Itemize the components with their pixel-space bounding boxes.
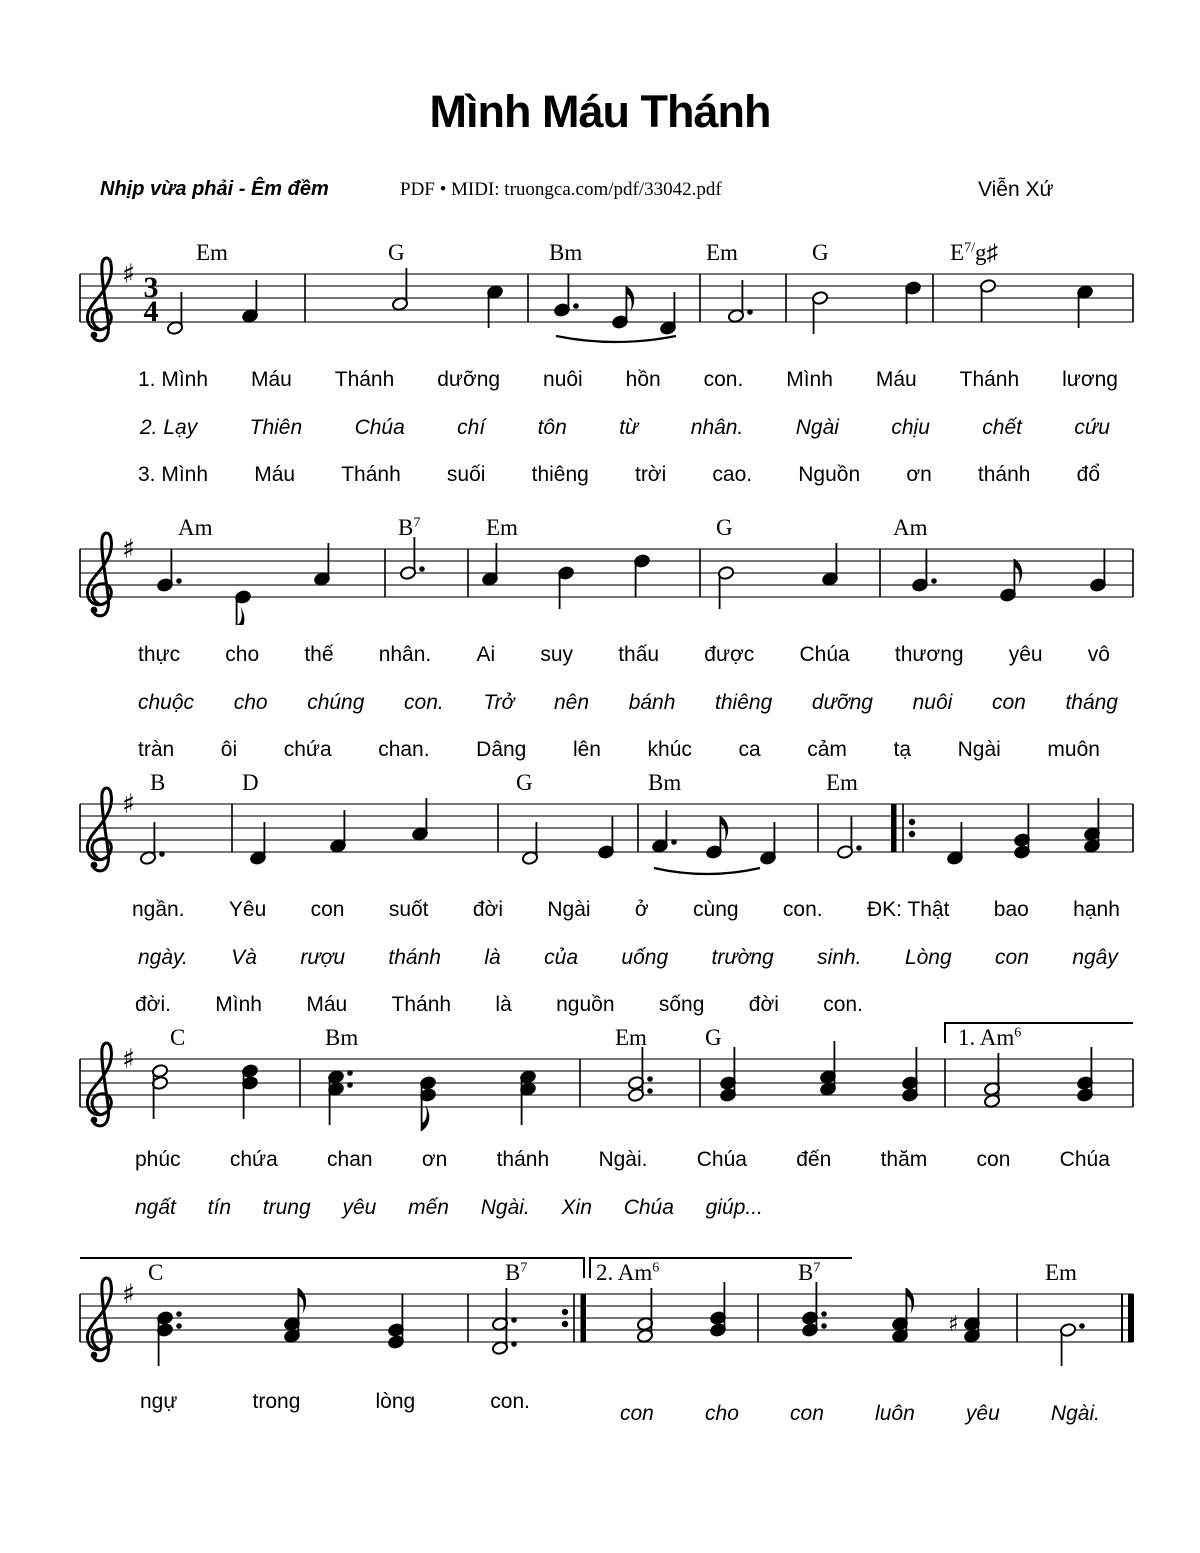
chord-label: $B^7$ bbox=[798, 1260, 821, 1285]
lyric-word: Và bbox=[231, 946, 257, 969]
lyric-word: nuôi bbox=[543, 368, 583, 391]
lyric-word: Máu bbox=[250, 368, 292, 391]
lyric-word: con bbox=[976, 1148, 1011, 1171]
lyric-word: 2. Lạy bbox=[140, 416, 198, 439]
lyric-word: thăm bbox=[880, 1148, 928, 1171]
lyric-word: ơn bbox=[906, 463, 932, 486]
chord-label: $E^{7/}g♯$ bbox=[950, 240, 998, 265]
lyric-word: ngất bbox=[135, 1196, 176, 1219]
lyric-word: là bbox=[495, 993, 512, 1016]
lyric-word: Máu bbox=[875, 368, 917, 391]
lyric-word: Mình bbox=[786, 368, 833, 391]
lyric-word: khúc bbox=[647, 738, 692, 761]
lyric-word: tạ bbox=[893, 738, 912, 761]
lyric-word: Nguồn bbox=[798, 463, 861, 486]
lyric-word: Ngài bbox=[957, 738, 1001, 761]
chord-label: 1. Am$^6$ bbox=[958, 1025, 1022, 1050]
lyric-word: ngần. bbox=[132, 898, 185, 921]
lyric-word: cho bbox=[705, 1402, 739, 1425]
lyric-word: con bbox=[991, 691, 1026, 714]
lyric-word: phúc bbox=[135, 1148, 181, 1171]
lyric-word: thấu bbox=[618, 643, 660, 666]
lyric-line-2-3 bbox=[138, 738, 1100, 762]
lyric-word: cho bbox=[233, 691, 268, 714]
lyric-word: Chúa bbox=[623, 1196, 674, 1219]
lyric-word: đời bbox=[472, 898, 503, 921]
chord-label: Bm bbox=[648, 770, 682, 795]
lyric-word: nuôi bbox=[912, 691, 953, 714]
lyric-word: suốt bbox=[388, 898, 429, 921]
treble-clef-icon bbox=[87, 788, 111, 871]
lyric-line-3-3 bbox=[135, 993, 863, 1017]
lyric-word: chịu bbox=[891, 416, 930, 439]
lyric-word: tín bbox=[207, 1196, 232, 1219]
lyric-word: chuộc bbox=[138, 691, 195, 714]
chord-label: Em bbox=[196, 240, 228, 265]
lyric-word: Ai bbox=[476, 643, 496, 666]
lyric-word: cứu bbox=[1074, 416, 1110, 439]
lyric-word: Lòng bbox=[904, 946, 952, 969]
lyric-line-3-2 bbox=[138, 946, 1118, 970]
lyric-word: thiêng bbox=[531, 463, 589, 486]
chord-label: Em bbox=[706, 240, 738, 265]
staff-svg bbox=[0, 760, 1200, 880]
lyric-word: ôi bbox=[220, 738, 238, 761]
lyric-line-1-3 bbox=[138, 463, 1100, 487]
lyric-word: cảm bbox=[807, 738, 847, 761]
lyric-word: ngày. bbox=[138, 946, 188, 969]
lyric-word: lương bbox=[1062, 368, 1118, 391]
tempo-marking: Nhịp vừa phải - Êm đềm bbox=[100, 178, 329, 200]
lyric-word: Thánh bbox=[334, 368, 395, 391]
lyric-word: Ngài bbox=[795, 416, 839, 439]
lyric-word: tràn bbox=[138, 738, 175, 761]
lyric-line-1-2 bbox=[140, 416, 1110, 440]
lyric-word: Xin bbox=[561, 1196, 592, 1219]
lyric-line-4-2 bbox=[135, 1196, 763, 1220]
lyric-word: thiêng bbox=[715, 691, 773, 714]
lyric-word: lên bbox=[572, 738, 601, 761]
lyric-word: chúng bbox=[307, 691, 365, 714]
music-system-1 bbox=[0, 230, 1200, 530]
chord-label: G bbox=[388, 240, 405, 265]
chord-label: $B^7$ bbox=[505, 1260, 528, 1285]
chord-label: G bbox=[516, 770, 533, 795]
lyric-word: cùng bbox=[693, 898, 739, 921]
chord-label: Em bbox=[486, 515, 518, 540]
lyric-line-3-1 bbox=[132, 898, 1120, 922]
lyric-word: suy bbox=[540, 643, 574, 666]
lyric-line-2-2 bbox=[138, 691, 1118, 715]
lyric-word: tháng bbox=[1065, 691, 1118, 714]
lyric-word: ơn bbox=[421, 1148, 448, 1171]
chord-label: Em bbox=[615, 1025, 647, 1050]
lyric-word: con bbox=[790, 1402, 824, 1425]
lyric-word: được bbox=[704, 643, 755, 666]
lyric-word: chết bbox=[982, 416, 1022, 439]
lyric-word: Thánh bbox=[959, 368, 1020, 391]
lyric-word: ĐK: Thật bbox=[866, 898, 950, 921]
lyric-word: nhân. bbox=[690, 416, 744, 439]
music-system-5 bbox=[0, 1250, 1200, 1550]
song-title: Mình Máu Thánh bbox=[429, 86, 771, 137]
lyric-word: thánh bbox=[388, 946, 441, 969]
lyric-word: dưỡng bbox=[437, 368, 501, 391]
lyric-word: Ngài. bbox=[598, 1148, 648, 1171]
lyric-word: nguồn bbox=[556, 993, 615, 1016]
lyric-word: con. bbox=[490, 1390, 530, 1413]
lyric-word: chan bbox=[327, 1148, 373, 1171]
time-signature-numerator: 3 bbox=[143, 271, 159, 304]
lyric-word: nên bbox=[554, 691, 590, 714]
chord-label: B bbox=[150, 770, 166, 795]
lyric-word: sinh. bbox=[817, 946, 862, 969]
lyric-word: yêu bbox=[1008, 643, 1043, 666]
lyric-word: Chúa bbox=[1059, 1148, 1110, 1171]
chord-label: Bm bbox=[549, 240, 583, 265]
lyric-word: vô bbox=[1087, 643, 1110, 666]
lyric-line-1-1 bbox=[138, 368, 1118, 392]
lyric-word: con bbox=[995, 946, 1029, 969]
lyric-word: đời. bbox=[135, 993, 171, 1016]
lyric-word: chứa bbox=[283, 738, 332, 761]
lyric-word: 1. Mình bbox=[138, 368, 209, 391]
lyric-word: luôn bbox=[875, 1402, 915, 1425]
lyric-word: đến bbox=[796, 1148, 832, 1171]
lyric-word: Mình bbox=[215, 993, 262, 1016]
lyric-word: đổ bbox=[1076, 463, 1100, 486]
lyric-word: cao. bbox=[712, 463, 753, 486]
slur bbox=[556, 336, 676, 342]
lyric-word: ngây bbox=[1072, 946, 1118, 969]
lyric-word: Chúa bbox=[696, 1148, 747, 1171]
chord-label: 2. Am$^6$ bbox=[596, 1260, 660, 1285]
pdf-midi-link[interactable]: PDF • MIDI: truongca.com/pdf/33042.pdf bbox=[400, 179, 722, 200]
lyric-word: bánh bbox=[628, 691, 676, 714]
treble-clef-icon bbox=[87, 258, 111, 341]
lyric-word: dưỡng bbox=[811, 691, 873, 714]
lyric-word: thế bbox=[304, 643, 334, 666]
lyric-word: trường bbox=[711, 946, 774, 969]
lyric-word: là bbox=[484, 946, 501, 969]
lyric-word: chan. bbox=[378, 738, 430, 761]
treble-clef-icon bbox=[87, 1043, 111, 1126]
lyric-word: từ bbox=[619, 416, 639, 439]
lyric-word: giúp... bbox=[705, 1196, 763, 1219]
key-signature-sharp: ♯ bbox=[122, 259, 136, 290]
chord-label: C bbox=[170, 1025, 186, 1050]
chord-label: Em bbox=[826, 770, 858, 795]
lyric-word: con bbox=[620, 1402, 654, 1425]
lyric-word: chí bbox=[457, 416, 486, 439]
key-signature-sharp: ♯ bbox=[122, 1279, 136, 1310]
time-signature-denominator: 4 bbox=[143, 295, 159, 328]
lyric-line-4-1 bbox=[135, 1148, 1110, 1172]
lyric-word: trung bbox=[262, 1196, 311, 1219]
lyric-word: trong bbox=[252, 1390, 301, 1413]
slur bbox=[654, 868, 760, 874]
lyric-word: muôn bbox=[1047, 738, 1100, 761]
chord-label: Am bbox=[893, 515, 928, 540]
lyric-word: mến bbox=[408, 1196, 449, 1219]
key-signature-sharp: ♯ bbox=[122, 789, 136, 820]
lyric-word: suối bbox=[446, 463, 486, 486]
lyric-word: Thiên bbox=[249, 416, 303, 439]
chord-label: G bbox=[812, 240, 829, 265]
lyric-word: Dâng bbox=[476, 738, 527, 761]
lyric-word: Thánh bbox=[391, 993, 452, 1016]
svg-text:♯: ♯ bbox=[948, 1312, 959, 1337]
lyric-word: Máu bbox=[254, 463, 296, 486]
lyric-word: yêu bbox=[965, 1402, 1000, 1425]
lyric-word: đời bbox=[748, 993, 779, 1016]
chord-label: G bbox=[705, 1025, 722, 1050]
lyric-line-2-1 bbox=[138, 643, 1110, 667]
lyric-word: tôn bbox=[537, 416, 567, 439]
lyric-word: ca bbox=[738, 738, 761, 761]
chord-label: $B^7$ bbox=[398, 515, 421, 540]
lyric-word: rượu bbox=[300, 946, 346, 969]
lyric-word: con. bbox=[404, 691, 444, 714]
lyric-word: Trở bbox=[483, 691, 515, 714]
chord-label: D bbox=[242, 770, 259, 795]
lyric-word: hồn bbox=[625, 368, 661, 391]
lyric-word: Ngài. bbox=[1050, 1402, 1100, 1425]
lyric-word: uống bbox=[621, 946, 669, 969]
lyric-line-5-1 bbox=[140, 1390, 530, 1414]
lyric-word: Ngài bbox=[547, 898, 591, 921]
lyric-word: thực bbox=[138, 643, 181, 666]
lyric-word: thánh bbox=[496, 1148, 550, 1171]
lyric-word: Yêu bbox=[228, 898, 267, 921]
lyric-word: ngự bbox=[140, 1390, 178, 1413]
lyric-word: con. bbox=[782, 898, 823, 921]
lyric-word: lòng bbox=[375, 1390, 416, 1413]
lyric-word: con. bbox=[703, 368, 744, 391]
lyric-word: sống bbox=[658, 993, 705, 1016]
lyric-word: ở bbox=[634, 898, 649, 921]
lyric-word: bao bbox=[993, 898, 1029, 921]
lyric-word: thương bbox=[894, 643, 964, 666]
composer-name: Viễn Xứ bbox=[978, 178, 1054, 201]
key-signature-sharp: ♯ bbox=[122, 534, 136, 565]
lyric-word: Ngài. bbox=[480, 1196, 530, 1219]
lyric-word: chứa bbox=[229, 1148, 278, 1171]
chord-label: Em bbox=[1045, 1260, 1077, 1285]
lyric-word: cho bbox=[225, 643, 260, 666]
chord-label: G bbox=[716, 515, 733, 540]
lyric-word: nhân. bbox=[378, 643, 432, 666]
chord-label: Bm bbox=[325, 1025, 359, 1050]
lyric-word: Thánh bbox=[341, 463, 401, 486]
lyric-word: của bbox=[544, 946, 579, 969]
lyric-word: 3. Mình bbox=[138, 463, 209, 486]
lyric-word: trời bbox=[634, 463, 667, 486]
lyric-word: thánh bbox=[977, 463, 1031, 486]
key-signature-sharp: ♯ bbox=[122, 1044, 136, 1075]
lyric-word: yêu bbox=[342, 1196, 377, 1219]
treble-clef-icon bbox=[87, 533, 111, 616]
lyric-word: Chúa bbox=[354, 416, 405, 439]
lyric-word: con bbox=[310, 898, 345, 921]
lyric-word: hạnh bbox=[1073, 898, 1120, 921]
lyric-word: con. bbox=[823, 993, 863, 1016]
chord-label: Am bbox=[178, 515, 213, 540]
lyric-line-5-2 bbox=[620, 1402, 1100, 1426]
treble-clef-icon bbox=[87, 1278, 111, 1361]
lyric-word: Máu bbox=[306, 993, 348, 1016]
lyric-word: Chúa bbox=[799, 643, 850, 666]
chord-label: C bbox=[148, 1260, 164, 1285]
staff-svg bbox=[0, 230, 1200, 350]
